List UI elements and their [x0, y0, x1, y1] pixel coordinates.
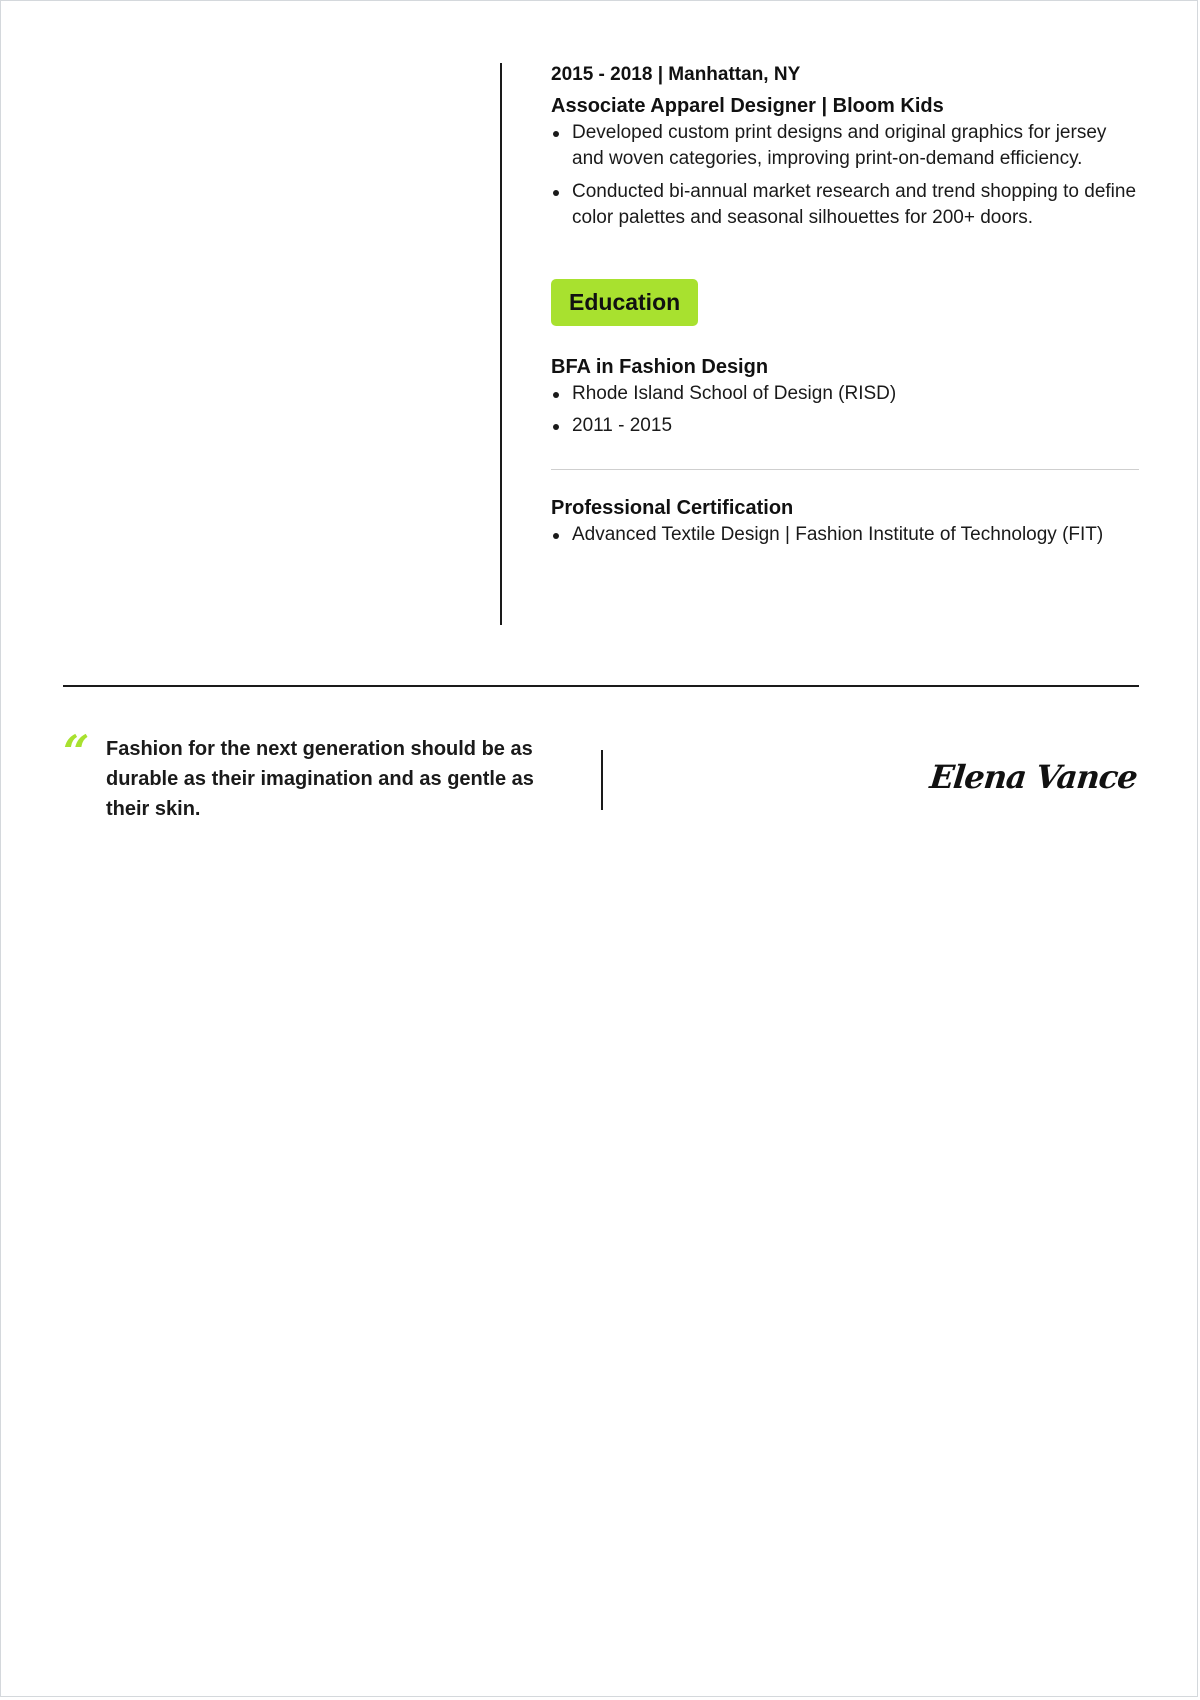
- job-bullets: [551, 120, 1141, 231]
- job-title: Associate Apparel Designer | Bloom Kids: [551, 95, 944, 117]
- section-separator: [551, 469, 1139, 470]
- certification-heading: Professional Certification: [551, 497, 794, 519]
- footer-separator: [63, 685, 1139, 687]
- certification-list: [551, 522, 1141, 548]
- quote-mark-icon: “: [63, 725, 90, 779]
- school-name: Rhode Island School of Design (RISD): [551, 381, 1141, 407]
- education-section: [551, 231, 1141, 548]
- certification-item: Advanced Textile Design | Fashion Institute of Technology (FIT): [551, 522, 1141, 548]
- job-dates-location: 2015 - 2018 | Manhattan, NY: [551, 64, 801, 85]
- education-heading-badge: Education: [551, 279, 698, 326]
- degree-title: BFA in Fashion Design: [551, 356, 769, 378]
- job-bullet: Conducted bi-annual market research and trend shopping to define color palettes and seasonal silhouettes for 200+ doors.: [551, 179, 1141, 231]
- education-details: [551, 381, 1141, 439]
- education-years: 2011 - 2015: [551, 413, 1141, 439]
- experience-entry: [551, 61, 1141, 231]
- personal-quote: Fashion for the next generation should be as durable as their imagination and as gentle as their skin.: [106, 738, 534, 820]
- column-divider: [500, 63, 502, 625]
- quote-divider: [601, 750, 603, 810]
- right-column: [551, 61, 1141, 548]
- job-bullet: Developed custom print designs and original graphics for jersey and woven categories, improving print-on-demand efficiency.: [551, 120, 1141, 172]
- signature: Elena Vance: [928, 758, 1139, 796]
